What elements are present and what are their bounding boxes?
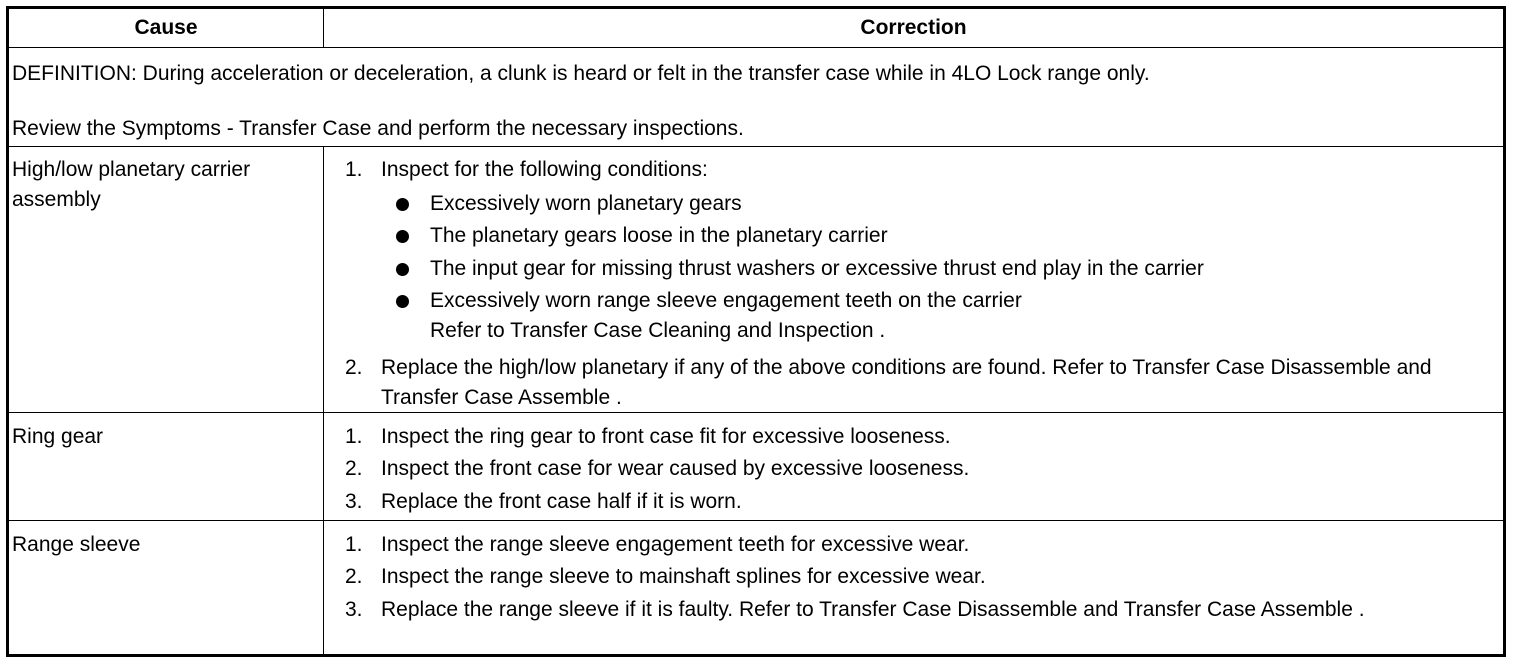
step-number: 2. [345, 356, 363, 379]
cause-cell: Ring gear [12, 425, 104, 448]
row-rule [9, 412, 1503, 413]
bullet-text: The planetary gears loose in the planetary carrier [430, 224, 888, 247]
list-item [345, 595, 1493, 655]
list-item [345, 353, 1493, 413]
bullet-item [380, 189, 1493, 219]
row2-divider [323, 412, 324, 520]
reference-line [380, 316, 1493, 346]
step-number: 2. [345, 565, 363, 588]
bullet-item [380, 286, 1493, 316]
step-number: 3. [345, 598, 363, 621]
bullet-item [380, 254, 1493, 284]
step-number: 2. [345, 457, 363, 480]
row3-divider [323, 520, 324, 654]
cause-cell: High/low planetary carrier assembly [12, 158, 251, 211]
step-text: Replace the high/low planetary if any of the above conditions are found. Refer to Transfer Case Disassemble and Transfer Case Assemble . [381, 356, 1432, 409]
bullet-dot [396, 263, 409, 276]
bullet-dot [396, 230, 409, 243]
reference-text: Refer to Transfer Case Cleaning and Inspection . [430, 319, 886, 342]
row1-divider [323, 146, 324, 412]
bullet-text: The input gear for missing thrust washers or excessive thrust end play in the carrier [430, 257, 1204, 280]
diagnostic-table [6, 6, 1506, 657]
header-correction: Correction [860, 16, 967, 39]
list-item [345, 454, 1493, 484]
step-number: 3. [345, 490, 363, 513]
definition-rule [9, 146, 1503, 147]
row-rule [9, 520, 1503, 521]
step-text: Inspect the ring gear to front case fit for excessive looseness. [381, 425, 951, 448]
review-text: Review the Symptoms - Transfer Case and perform the necessary inspections. [12, 117, 744, 140]
list-item [345, 155, 1493, 185]
bullet-text: Excessively worn planetary gears [430, 192, 742, 215]
step-text: Inspect the range sleeve engagement teeth for excessive wear. [381, 533, 970, 556]
step-text: Inspect for the following conditions: [381, 158, 708, 181]
bullet-dot [396, 198, 409, 211]
header-rule [9, 47, 1503, 48]
bullet-text: Excessively worn range sleeve engagement teeth on the carrier [430, 289, 1022, 312]
step-text: Replace the range sleeve if it is faulty. Refer to Transfer Case Disassemble and Transfer Case Assemble . [381, 598, 1365, 621]
header-divider [323, 9, 324, 47]
bullet-dot [396, 295, 409, 308]
list-item [345, 487, 1493, 517]
step-text: Inspect the front case for wear caused by excessive looseness. [381, 457, 970, 480]
step-text: Replace the front case half if it is worn. [381, 490, 742, 513]
bullet-item [380, 221, 1493, 251]
step-number: 1. [345, 425, 363, 448]
step-number: 1. [345, 533, 363, 556]
header-cause: Cause [134, 16, 198, 39]
step-number: 1. [345, 158, 363, 181]
list-item [345, 530, 1493, 560]
list-item [345, 562, 1493, 592]
step-text: Inspect the range sleeve to mainshaft splines for excessive wear. [381, 565, 986, 588]
list-item [345, 422, 1493, 452]
cause-cell: Range sleeve [12, 533, 141, 556]
definition-text: DEFINITION: During acceleration or deceleration, a clunk is heard or felt in the transfer case while in 4LO Lock range only. [12, 62, 1150, 85]
